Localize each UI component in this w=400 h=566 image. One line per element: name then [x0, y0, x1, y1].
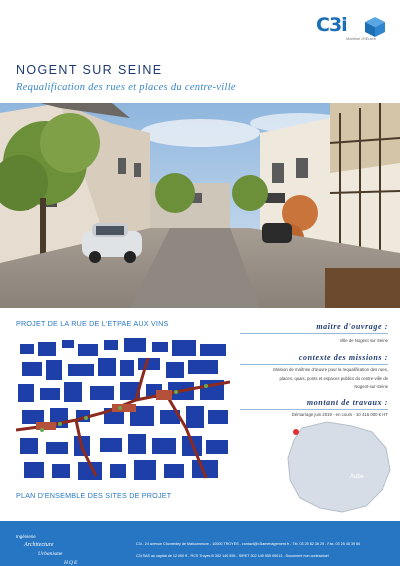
- brand-line: Architecture: [24, 542, 54, 548]
- missions-line: Mission de maîtrise d'œuvre pour la requalification des rues,: [273, 367, 388, 372]
- footer-brand: [16, 532, 78, 566]
- amount-value: Démarrage juin 2019 - en cours - 10 416 000 € HT: [291, 412, 388, 417]
- missions-heading: contexte des missions :: [298, 353, 388, 362]
- brand-line: HQE: [64, 560, 79, 566]
- location-marker-icon: [293, 429, 299, 435]
- missions-line: places, quais, ponts et espaces publics du centre-ville de: [279, 375, 388, 381]
- company-logo: [316, 14, 386, 44]
- street-photo: [0, 103, 400, 308]
- moa-value: Ville de Nogent sur Seine: [339, 338, 388, 343]
- missions-line: Nogent-sur-Seine: [354, 384, 388, 390]
- logo-text: C3i: [316, 14, 347, 36]
- brand-line: Urbanisme: [38, 551, 63, 557]
- site-plan-map: [16, 338, 230, 484]
- cube-icon: [364, 16, 386, 38]
- footer: [0, 521, 400, 566]
- moa-heading: maître d'ouvrage :: [316, 322, 388, 331]
- project-label: PROJET DE LA RUE DE L'ETPAE AUX VINS: [16, 319, 169, 328]
- legal-line: C3i SAS au capital de 12 000 € - RCS Troyes B 302 140 555 - SIRET 302 140 555 00013 - Document non contractuel: [136, 554, 329, 558]
- divider: [240, 409, 388, 410]
- page-title: NOGENT SUR SEINE: [16, 63, 163, 77]
- brand-line: Ingénierie: [16, 534, 36, 539]
- department-map: [282, 418, 394, 514]
- footer-contact: [136, 538, 360, 562]
- missions-text: [236, 366, 388, 392]
- address-line: C3i - 24 avenue Chomedey de Maisonneuve - 10000 TROYES - contact@c3iamenagement.fr - Tél. 03 25 82 36 29 - Fax. 03 25 45 39 60: [136, 542, 361, 546]
- divider: [240, 333, 388, 334]
- page-subtitle: Requalification des rues et places du centre-ville: [16, 82, 236, 93]
- map-label: Aube: [350, 474, 365, 480]
- logo-tagline: Maîtrise d'Œuvre: [346, 36, 377, 41]
- divider: [240, 364, 388, 365]
- plan-label: PLAN D'ENSEMBLE DES SITES DE PROJET: [16, 491, 172, 500]
- amount-heading: montant de travaux :: [306, 398, 388, 407]
